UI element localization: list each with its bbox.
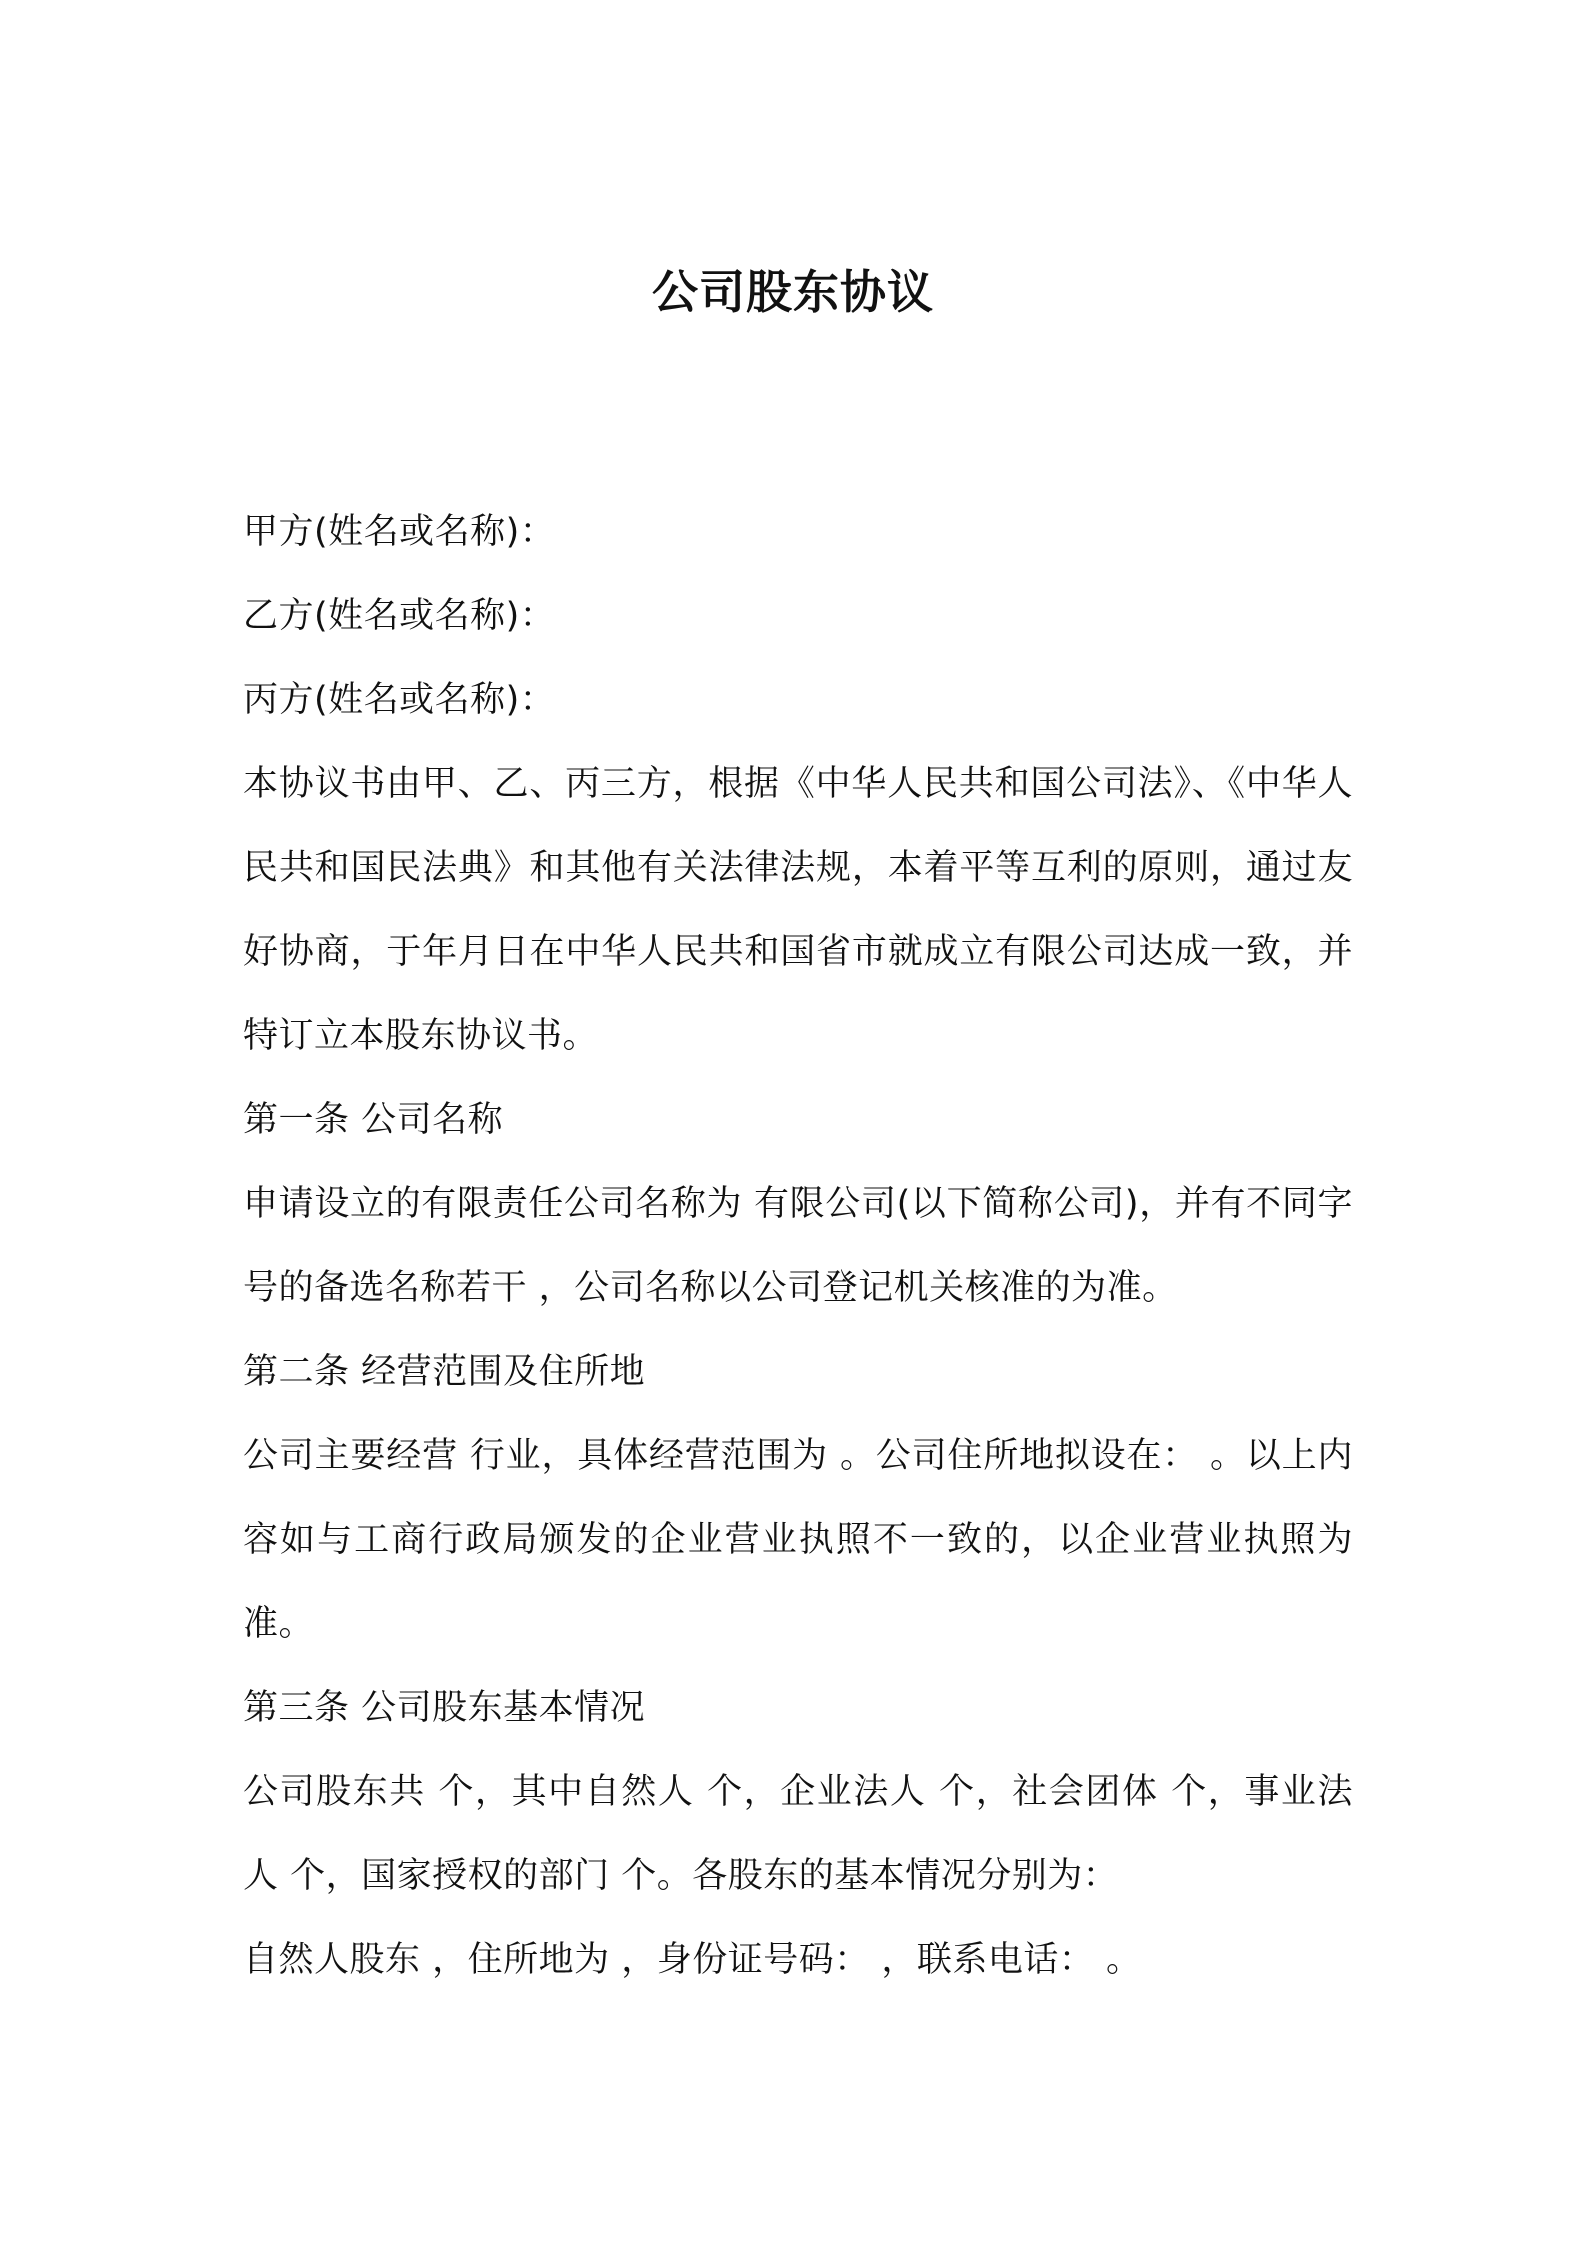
natural-person-shareholder-line: 自然人股东 ，住所地为 ，身份证号码： ，联系电话： 。 — [243, 1940, 1142, 1980]
document-title: 公司股东协议 — [652, 265, 934, 319]
party-c-line: 丙方(姓名或名称)： — [243, 680, 556, 720]
document-body — [243, 490, 1353, 2002]
party-b-line: 乙方(姓名或名称)： — [243, 596, 556, 636]
preamble-paragraph: 本协议书由甲、乙、丙三方，根据《中华人民共和国公司法》、《中华人民共和国民法典》和其他有关法律法规，本着平等互利的原则，通过友好协商，于年月日在中华人民共和国省市就成立有限公司达成一致，并特订立本股东协议书。 — [243, 764, 1353, 1056]
article-3-paragraph: 公司股东共 个，其中自然人 个，企业法人 个，社会团体 个，事业法人 个，国家授权的部门 个。各股东的基本情况分别为： — [243, 1772, 1353, 1896]
article-1-heading: 第一条 公司名称 — [243, 1100, 504, 1140]
party-a-line: 甲方(姓名或名称)： — [243, 512, 556, 552]
article-1-paragraph: 申请设立的有限责任公司名称为 有限公司(以下简称公司)，并有不同字号的备选名称若干 ，公司名称以公司登记机关核准的为准。 — [243, 1184, 1353, 1308]
article-2-paragraph: 公司主要经营 行业，具体经营范围为 。公司住所地拟设在： 。以上内容如与工商行政局颁发的企业营业执照不一致的，以企业营业执照为准。 — [243, 1436, 1353, 1644]
article-3-heading: 第三条 公司股东基本情况 — [243, 1688, 646, 1728]
article-2-heading: 第二条 经营范围及住所地 — [243, 1352, 646, 1392]
